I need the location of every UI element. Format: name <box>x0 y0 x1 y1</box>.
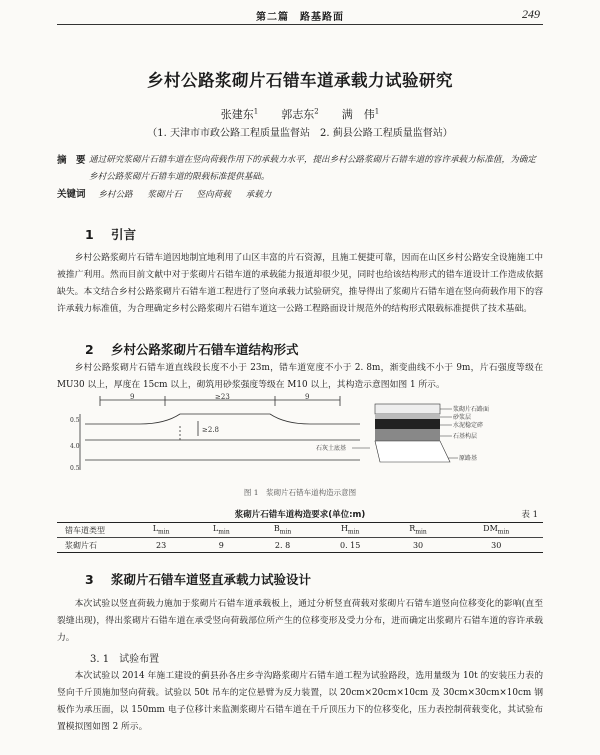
keyword: 乡村公路 <box>98 190 133 200</box>
section-heading <box>85 225 136 243</box>
author-name: 满 伟 <box>341 108 375 121</box>
author-affil-mark: 1 <box>374 107 380 116</box>
affiliations: （1. 天津市市政公路工程质量监督站 2. 蓟县公路工程质量监督站） <box>147 128 453 139</box>
section-title: 浆砌片石错车道竖直承载力试验设计 <box>111 572 312 587</box>
section-number: 3 <box>85 572 94 587</box>
paragraph-text: 本次试验以竖直荷载力施加于浆砌片石错车道承载板上，通过分析竖直荷载对浆砌片石错车道竖向位移变化的影响(直至裂缝出现)，得出浆砌片石错车道在承受竖向荷载部位所产生的位移变形及受力分布，进而确定出浆砌片石错车道的容许承载力。 <box>57 599 543 643</box>
dim-label: 0.5 <box>70 465 80 472</box>
dim-label: ≥2.8 <box>202 426 219 434</box>
table-cell: 2. 8 <box>251 538 313 553</box>
table-cell: 9 <box>191 538 251 553</box>
section-paragraph <box>57 668 543 736</box>
table-row <box>57 538 543 553</box>
table-cell: 23 <box>131 538 191 553</box>
table-header-cell: $H_{min}$ <box>314 523 387 538</box>
header-rule <box>57 24 543 25</box>
abstract-label: 摘 要 <box>57 155 86 166</box>
running-head-title: 第二篇 路基路面 <box>256 12 344 23</box>
table-header-cell: $L_{min}$ <box>131 523 191 538</box>
author-affil-mark: 2 <box>314 107 319 116</box>
layer-label: 石基构层 <box>453 433 478 440</box>
table-number: 表 1 <box>521 510 538 520</box>
abstract-text: 通过研究浆砌片石错车道在竖向荷载作用下的承载力水平，提出乡村公路浆砌片石错车道的容许承载力标准值，为确定乡村公路浆砌片石错车道的限载标准提供基础。 <box>89 155 536 182</box>
table-header-cell: $B_{min}$ <box>251 523 313 538</box>
table-header-row <box>57 523 543 538</box>
section-paragraph <box>57 250 543 318</box>
section-title: 引言 <box>111 227 137 242</box>
keyword: 浆砌片石 <box>147 190 182 200</box>
section-heading <box>85 340 299 358</box>
subsection-heading <box>90 650 159 665</box>
plan-view <box>80 396 360 470</box>
section-number: 1 <box>85 227 94 242</box>
dim-label: ≥23 <box>215 393 230 401</box>
author-name: 郭志东 <box>281 108 315 121</box>
page-number: 249 <box>522 7 540 21</box>
section-paragraph <box>57 596 543 647</box>
keywords-label: 关键词 <box>57 189 86 200</box>
cross-section <box>352 404 458 462</box>
running-head <box>0 8 600 24</box>
figure-caption: 图 1 浆砌片石错车道构造示意图 <box>243 488 357 497</box>
table-header-cell: $R_{min}$ <box>387 523 450 538</box>
paper-title: 乡村公路浆砌片石错车道承载力试验研究 <box>147 71 453 90</box>
subsection-title: 试验布置 <box>119 654 160 665</box>
layer-label: 浆砌片石路面 <box>453 406 490 413</box>
table-cell: 30 <box>449 538 543 553</box>
layer-label: 水泥稳定碎 <box>453 422 484 429</box>
table-title: 浆砌片石错车道构造要求(单位:m) <box>234 510 366 520</box>
table-cell: 浆砌片石 <box>57 538 131 553</box>
dim-label: 4.0 <box>70 443 80 450</box>
layer-label: 砂浆层 <box>453 414 472 421</box>
subsection-number: 3. 1 <box>90 654 110 665</box>
keywords <box>57 186 545 200</box>
section-title: 乡村公路浆砌片石错车道结构形式 <box>111 342 299 357</box>
layer-label: 石灰土底基 <box>316 445 347 452</box>
table-cell: 30 <box>387 538 450 553</box>
spec-table <box>57 522 543 553</box>
table-header-cell: $L_{min}$ <box>191 523 251 538</box>
keyword: 竖向荷载 <box>196 190 231 200</box>
dim-label: 9 <box>305 393 310 401</box>
layer-label: 原路基 <box>459 455 478 462</box>
figure-1 <box>70 392 530 492</box>
table-cell: 0. 15 <box>314 538 387 553</box>
section-heading <box>85 570 311 588</box>
section-number: 2 <box>85 342 94 357</box>
dim-label: 0.5 <box>70 417 80 424</box>
table-header-cell: $DM_{min}$ <box>449 523 543 538</box>
dim-label: 9 <box>130 393 135 401</box>
section-paragraph <box>57 360 543 394</box>
author-list <box>0 106 600 122</box>
author-affil-mark: 1 <box>253 107 259 116</box>
paragraph-text: 乡村公路浆砌片石错车道因地制宜地利用了山区丰富的片石资源，且施工便捷可靠，因而在山区乡村公路安全设施施工中被推广利用。然而目前文献中对于浆砌片石错车道的承载能力报道却很少见，同时也给该结构形式的错车道设计工作造成依据缺失。本文结合乡村公路浆砌片石错车道工程进行了竖向承载力试验研究，推导得出了浆砌片石错车道在竖向荷载作用下的容许承载力标准值，为合理确定乡村公路浆砌片石错车道这一公路工程路面设计规范外的结构形式限载标准提供了技术基础。 <box>57 253 543 314</box>
road-edge <box>85 414 360 424</box>
table-header-cell: 错车道类型 <box>57 523 131 538</box>
author-name: 张建东 <box>220 108 254 121</box>
keyword: 承载力 <box>245 190 272 200</box>
paragraph-text: 乡村公路浆砌片石错车道直线段长度不小于 23m，错车道宽度不小于 2. 8m，渐变曲线不小于 9m，片石强度等级在 MU30 以上，厚度在 15cm 以上，砌筑用砂浆强度等级在 M10 以上，其构造示意图如图 1 所示。 <box>57 363 543 390</box>
paragraph-text: 本次试验以 2014 年施工建设的蓟县孙各庄乡寺沟路浆砌片石错车道工程为试验路段，选用量级为 10t 的安装压力表的竖向千斤顶施加竖向荷载。试验以 50t 吊车的定位悬臂为反力装置，以 20cm×20cm×10cm 及 30cm×30cm×10cm 钢板作为承压面，以 150mm 电子位移计来监测浆砌片石错车道在千斤顶压力下的位移变化，压力表控制荷载变化，其试验布置模拟图如图 2 所示。 <box>57 671 543 732</box>
